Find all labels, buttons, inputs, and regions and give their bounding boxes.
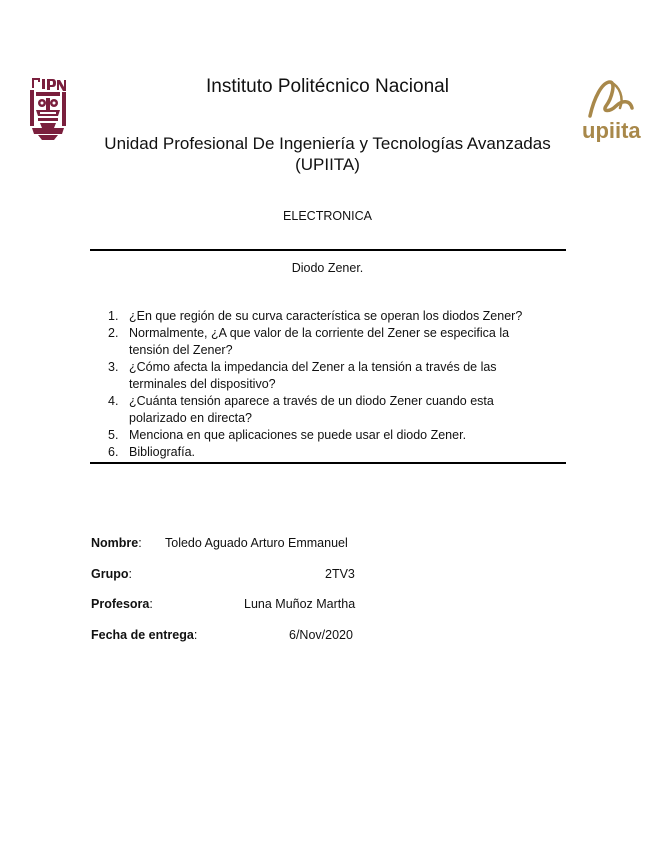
list-item [108,427,548,444]
question-text: Menciona en que aplicaciones se puede usar el diodo Zener. [129,428,467,442]
date-colon: : [193,628,198,642]
institution-title: Instituto Politécnico Nacional [206,76,449,97]
question-number: 2. [108,326,119,340]
unit-title: Unidad Profesional De Ingeniería y Tecnologías Avanzadas (UPIITA) [104,134,551,174]
question-number: 6. [108,445,119,459]
question-text: ¿Cómo afecta la impedancia del Zener a la tensión a través de las terminales del dispositivo? [129,360,497,391]
question-number: 3. [108,360,119,374]
teacher-value: Luna Muñoz Martha [244,597,356,611]
list-item [108,308,548,325]
topic-title: Diodo Zener. [291,261,364,275]
teacher-row [91,597,356,611]
date-row [91,628,353,642]
name-row [91,536,348,550]
name-label: Nombre [91,536,139,550]
upiita-logo-text: upiita [582,118,641,142]
list-item [108,359,548,393]
name-colon: : [138,536,142,550]
list-item [108,444,548,461]
question-list [108,308,548,461]
date-label: Fecha de entrega [91,628,194,642]
top-divider [90,249,566,251]
name-value: Toledo Aguado Arturo Emmanuel [165,536,348,550]
group-value: 2TV3 [325,567,355,581]
question-number: 5. [108,428,119,442]
teacher-colon: : [149,597,153,611]
group-colon: : [128,567,132,581]
group-label: Grupo [91,567,129,581]
bottom-divider [90,462,566,464]
question-number: 4. [108,394,119,408]
question-text: Normalmente, ¿A que valor de la corriente del Zener se especifica la tensión del Zener? [129,326,510,357]
question-number: 1. [108,309,119,323]
list-item [108,325,548,359]
question-text: Bibliografía. [129,445,196,459]
subject-title: ELECTRONICA [283,209,372,223]
teacher-label: Profesora [91,597,150,611]
question-text: ¿En que región de su curva característica se operan los diodos Zener? [129,309,523,323]
group-row [91,567,355,581]
question-text: ¿Cuánta tensión aparece a través de un diodo Zener cuando esta polarizado en directa? [129,394,494,425]
date-value: 6/Nov/2020 [289,628,353,642]
list-item [108,393,548,427]
